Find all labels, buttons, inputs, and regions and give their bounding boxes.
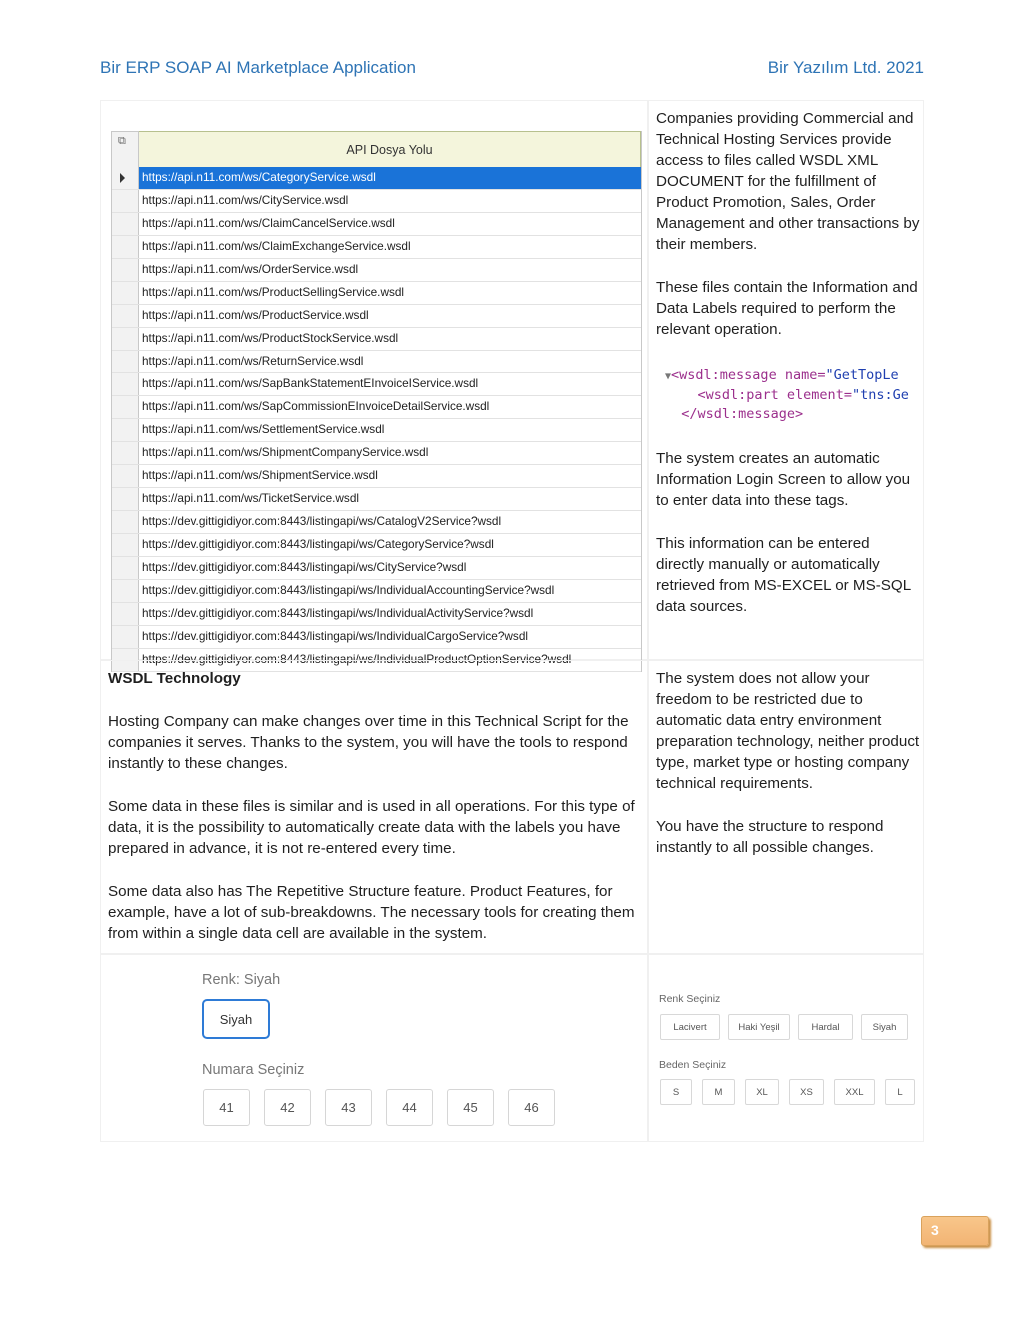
color-chip[interactable]: Hardal (798, 1014, 853, 1040)
api-path-cell[interactable]: https://api.n11.com/ws/CityService.wsdl (142, 192, 349, 207)
table-row[interactable] (112, 419, 641, 442)
table-row[interactable] (112, 373, 641, 396)
table-row[interactable] (112, 190, 641, 213)
desc-paragraph-3: The system creates an automatic Information Login Screen to allow you to enter data into these tags. (656, 450, 911, 509)
api-path-cell[interactable]: https://dev.gittigidiyor.com:8443/listingapi/ws/CatalogV2Service?wsdl (142, 514, 502, 529)
color-option-selected[interactable]: Siyah (202, 999, 270, 1039)
table-row[interactable] (112, 282, 641, 305)
row-indicator[interactable] (112, 351, 139, 373)
table-row[interactable] (112, 396, 641, 419)
row-indicator[interactable] (112, 236, 139, 258)
column-header-api-path[interactable]: API Dosya Yolu (139, 131, 641, 169)
freedom-paragraph-1: The system does not allow your freedom to be restricted due to automatic data entry environment preparation technology, neither product type, market type or hosting company technical requirements. (656, 670, 920, 792)
row-indicator[interactable] (112, 305, 139, 327)
row-indicator[interactable] (112, 580, 139, 602)
row-indicator[interactable] (112, 442, 139, 464)
api-path-cell[interactable]: https://dev.gittigidiyor.com:8443/listingapi/ws/IndividualProductOptionService?wsdl (142, 651, 572, 666)
row-indicator[interactable] (112, 603, 139, 625)
size-label: Numara Seçiniz (202, 1062, 305, 1078)
size-chip[interactable]: S (660, 1079, 692, 1105)
size-option[interactable]: 45 (447, 1089, 494, 1126)
row-indicator[interactable] (112, 213, 139, 235)
row-indicator[interactable] (112, 626, 139, 648)
table-row[interactable] (112, 626, 641, 649)
table-row[interactable] (112, 465, 641, 488)
row-indicator[interactable] (112, 373, 139, 395)
table-row[interactable] (112, 603, 641, 626)
api-path-cell[interactable]: https://api.n11.com/ws/TicketService.wsdl (142, 491, 360, 506)
column-chooser-icon[interactable]: ⧉ (112, 131, 139, 169)
wsdl-technology-panel (100, 660, 648, 954)
color-chip[interactable]: Lacivert (660, 1014, 720, 1040)
table-row[interactable] (112, 534, 641, 557)
api-path-cell[interactable]: https://dev.gittigidiyor.com:8443/listingapi/ws/CategoryService?wsdl (142, 537, 494, 551)
desc-paragraph-2: These files contain the Information and Data Labels required to perform the relevant operation. (656, 279, 918, 338)
table-row[interactable] (112, 305, 641, 328)
size-chip[interactable]: XXL (834, 1079, 875, 1105)
row-indicator[interactable] (112, 328, 139, 350)
api-path-cell[interactable]: https://dev.gittigidiyor.com:8443/listingapi/ws/IndividualAccountingService?wsdl (142, 582, 555, 597)
api-file-grid (111, 131, 642, 672)
size-chip[interactable]: M (702, 1079, 735, 1105)
section-title: WSDL Technology (108, 670, 241, 687)
api-path-cell[interactable]: https://dev.gittigidiyor.com:8443/listingapi/ws/IndividualCargoService?wsdl (142, 628, 528, 643)
header-title: Bir ERP SOAP AI Marketplace Application (100, 58, 416, 77)
table-row[interactable] (112, 557, 641, 580)
row-indicator[interactable] (112, 511, 139, 533)
table-row[interactable] (112, 511, 641, 534)
row-indicator[interactable] (112, 167, 139, 189)
table-row[interactable] (112, 488, 641, 511)
api-path-cell[interactable]: https://dev.gittigidiyor.com:8443/listingapi/ws/CityService?wsdl (142, 559, 467, 574)
row-indicator[interactable] (112, 465, 139, 487)
desc-paragraph-1: Companies providing Commercial and Technical Hosting Services provide access to files called WSDL XML DOCUMENT for the fulfillment of Product Promotion, Sales, Order Management and other transactions by their members. (656, 110, 920, 253)
size-chip[interactable]: XL (745, 1079, 779, 1105)
row-indicator[interactable] (112, 557, 139, 579)
api-path-cell[interactable]: https://api.n11.com/ws/SapBankStatementEInvoiceIService.wsdl (142, 376, 479, 391)
api-path-cell[interactable]: https://api.n11.com/ws/ProductSellingService.wsdl (142, 284, 405, 299)
table-row[interactable] (112, 236, 641, 259)
row-indicator[interactable] (112, 190, 139, 212)
color-chip[interactable]: Siyah (861, 1014, 908, 1040)
api-path-cell[interactable]: https://api.n11.com/ws/SettlementService.wsdl (142, 422, 385, 437)
collapse-triangle-icon[interactable]: ▼ (665, 371, 672, 382)
api-path-cell[interactable]: https://api.n11.com/ws/ProductService.wsdl (142, 307, 369, 322)
api-path-cell[interactable]: https://api.n11.com/ws/ReturnService.wsdl (142, 353, 364, 368)
size-chip[interactable]: L (885, 1079, 915, 1105)
table-row[interactable] (112, 442, 641, 465)
size-option[interactable]: 42 (264, 1089, 311, 1126)
table-row[interactable] (112, 213, 641, 236)
table-row[interactable] (112, 580, 641, 603)
size-option[interactable]: 46 (508, 1089, 555, 1126)
api-path-cell[interactable]: https://api.n11.com/ws/ClaimExchangeService.wsdl (142, 238, 411, 253)
row-indicator[interactable] (112, 488, 139, 510)
freedom-paragraph-2: You have the structure to respond instantly to all possible changes. (656, 818, 884, 856)
description-panel (648, 100, 924, 660)
desc-paragraph-4: This information can be entered directly manually or automatically retrieved from MS-EXCEL or MS-SQL data sources. (656, 535, 911, 615)
wsdl-code-snippet: ▼<wsdl:message name="GetTopLe <wsdl:part element="tns:Ge </wsdl:message> (665, 367, 909, 422)
table-row[interactable] (112, 351, 641, 374)
page-number-badge: 3 (921, 1216, 989, 1246)
table-row[interactable] (112, 328, 641, 351)
api-path-cell[interactable]: https://api.n11.com/ws/SapCommissionEInvoiceDetailService.wsdl (142, 399, 490, 414)
size-chip[interactable]: XS (789, 1079, 824, 1105)
color-choose-label: Renk Seçiniz (659, 993, 721, 1005)
row-indicator[interactable] (112, 534, 139, 556)
api-path-cell[interactable]: https://api.n11.com/ws/ShipmentService.wsdl (142, 468, 378, 483)
size-option[interactable]: 44 (386, 1089, 433, 1126)
color-size-selector-panel (100, 954, 648, 1142)
options-selector-panel (648, 954, 924, 1142)
api-path-cell[interactable]: https://api.n11.com/ws/CategoryService.wsdl (139, 167, 641, 189)
tech-paragraph-1: Hosting Company can make changes over time in this Technical Script for the companies it serves. Thanks to the system, you will have the tools to respond instantly to these changes. (108, 713, 629, 772)
table-row[interactable] (112, 259, 641, 282)
size-option[interactable]: 41 (203, 1089, 250, 1126)
api-path-cell[interactable]: https://api.n11.com/ws/ShipmentCompanyService.wsdl (142, 445, 429, 460)
api-path-cell[interactable]: https://dev.gittigidiyor.com:8443/listingapi/ws/IndividualActivityService?wsdl (142, 605, 534, 620)
row-indicator[interactable] (112, 396, 139, 418)
row-indicator[interactable] (112, 282, 139, 304)
size-option[interactable]: 43 (325, 1089, 372, 1126)
size-choose-label: Beden Seçiniz (659, 1059, 727, 1071)
header-company: Bir Yazılım Ltd. 2021 (767, 58, 924, 77)
tech-paragraph-2: Some data in these files is similar and is used in all operations. For this type of data, it is the possibility to automatically create data with the labels you have prepared in advance, it is not re-entered every time. (108, 798, 635, 857)
tech-paragraph-3: Some data also has The Repetitive Structure feature. Product Features, for example, have a lot of sub-breakdowns. The necessary tools for creating them from within a single data cell are available in the system. (108, 883, 635, 942)
api-path-cell[interactable]: https://api.n11.com/ws/ClaimCancelService.wsdl (142, 215, 395, 230)
table-row[interactable] (112, 167, 641, 190)
current-row-arrow-icon (120, 173, 125, 183)
freedom-panel (648, 660, 924, 954)
api-grid-panel (100, 100, 648, 666)
api-path-cell[interactable]: https://api.n11.com/ws/ProductStockService.wsdl (142, 330, 399, 345)
row-indicator[interactable] (112, 259, 139, 281)
row-indicator[interactable] (112, 419, 139, 441)
color-chip[interactable]: Haki Yeşil (728, 1014, 790, 1040)
api-path-cell[interactable]: https://api.n11.com/ws/OrderService.wsdl (142, 261, 359, 276)
color-label: Renk: Siyah (202, 972, 281, 988)
